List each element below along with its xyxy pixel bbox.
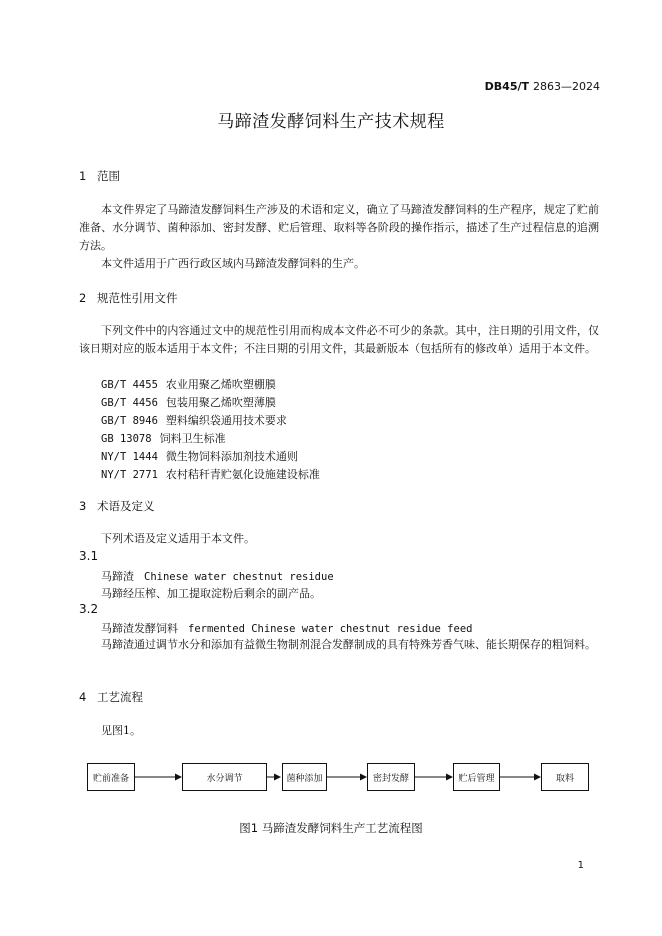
term-english: Chinese water chestnut residue	[144, 571, 334, 583]
section-number: 1	[79, 169, 87, 183]
figure-caption: 图1 马蹄渣发酵饲料生产工艺流程图	[239, 821, 423, 835]
section-title: 规范性引用文件	[97, 291, 178, 305]
page-number: 1	[577, 860, 584, 871]
reference-name: 农业用聚乙烯吹塑棚膜	[165, 378, 276, 391]
reference-code: GB/T 4456	[101, 397, 158, 409]
reference-name: 微生物饲料添加剂技术通则	[165, 450, 298, 463]
section-title: 工艺流程	[97, 690, 143, 704]
flow-step-retrieval: 取料	[541, 763, 589, 791]
document-title: 马蹄渣发酵饲料生产技术规程	[217, 112, 445, 132]
references-intro: 下列文件中的内容通过文中的规范性引用而构成本文件必不可少的条款。其中，注日期的引用文件，仅该日期对应的版本适用于本文件；不注日期的引用文件，其最新版本（包括所有的修改单）适用于本文件。	[79, 324, 599, 355]
term-chinese: 马蹄渣发酵饲料	[101, 622, 178, 635]
flow-step-storage: 贮后管理	[453, 763, 500, 791]
reference-code: NY/T 1444	[101, 451, 158, 463]
scope-paragraph-1: 本文件界定了马蹄渣发酵饲料生产涉及的术语和定义，确立了马蹄渣发酵饲料的生产程序，规定了贮前准备、水分调节、菌种添加、密封发酵、贮后管理、取料等各阶段的操作指示，描述了生产过程信息的追溯方法。	[79, 203, 599, 252]
reference-code: GB/T 8946	[101, 415, 158, 427]
term-number: 3.1	[79, 549, 99, 563]
flow-step-prep: 贮前准备	[87, 763, 135, 791]
process-intro: 见图1。	[101, 724, 141, 737]
reference-code: NY/T 2771	[101, 469, 158, 481]
term-english: fermented Chinese water chestnut residue feed	[188, 623, 473, 635]
flow-step-inoculation: 菌种添加	[282, 763, 327, 791]
section-number: 4	[79, 690, 87, 704]
reference-name: 包装用聚乙烯吹塑薄膜	[165, 396, 276, 409]
section-title: 术语及定义	[97, 499, 155, 513]
term-definition: 马蹄渣通过调节水分和添加有益微生物制剂混合发酵制成的具有特殊芳香气味、能长期保存的粗饲料。	[101, 638, 596, 651]
term-chinese: 马蹄渣	[101, 570, 134, 583]
reference-name: 饲料卫生标准	[159, 432, 226, 445]
flow-step-moisture: 水分调节	[182, 763, 267, 791]
term-number: 3.2	[79, 602, 99, 616]
scope-paragraph-2: 本文件适用于广西行政区域内马蹄渣发酵饲料的生产。	[101, 257, 365, 270]
document-code-prefix: DB45/T	[484, 80, 529, 93]
reference-name: 塑料编织袋通用技术要求	[165, 414, 287, 427]
reference-name: 农村秸秆青贮氨化设施建设标准	[165, 468, 320, 481]
reference-code: GB/T 4455	[101, 379, 158, 391]
flow-step-sealing: 密封发酵	[367, 763, 415, 791]
term-definition: 马蹄经压榨、加工提取淀粉后剩余的副产品。	[101, 587, 321, 600]
section-number: 2	[79, 291, 87, 305]
section-number: 3	[79, 499, 87, 513]
section-title: 范围	[97, 169, 120, 183]
reference-code: GB 13078	[101, 433, 152, 445]
document-code-number: 2863—2024	[533, 80, 600, 93]
terms-intro: 下列术语及定义适用于本文件。	[101, 532, 255, 545]
